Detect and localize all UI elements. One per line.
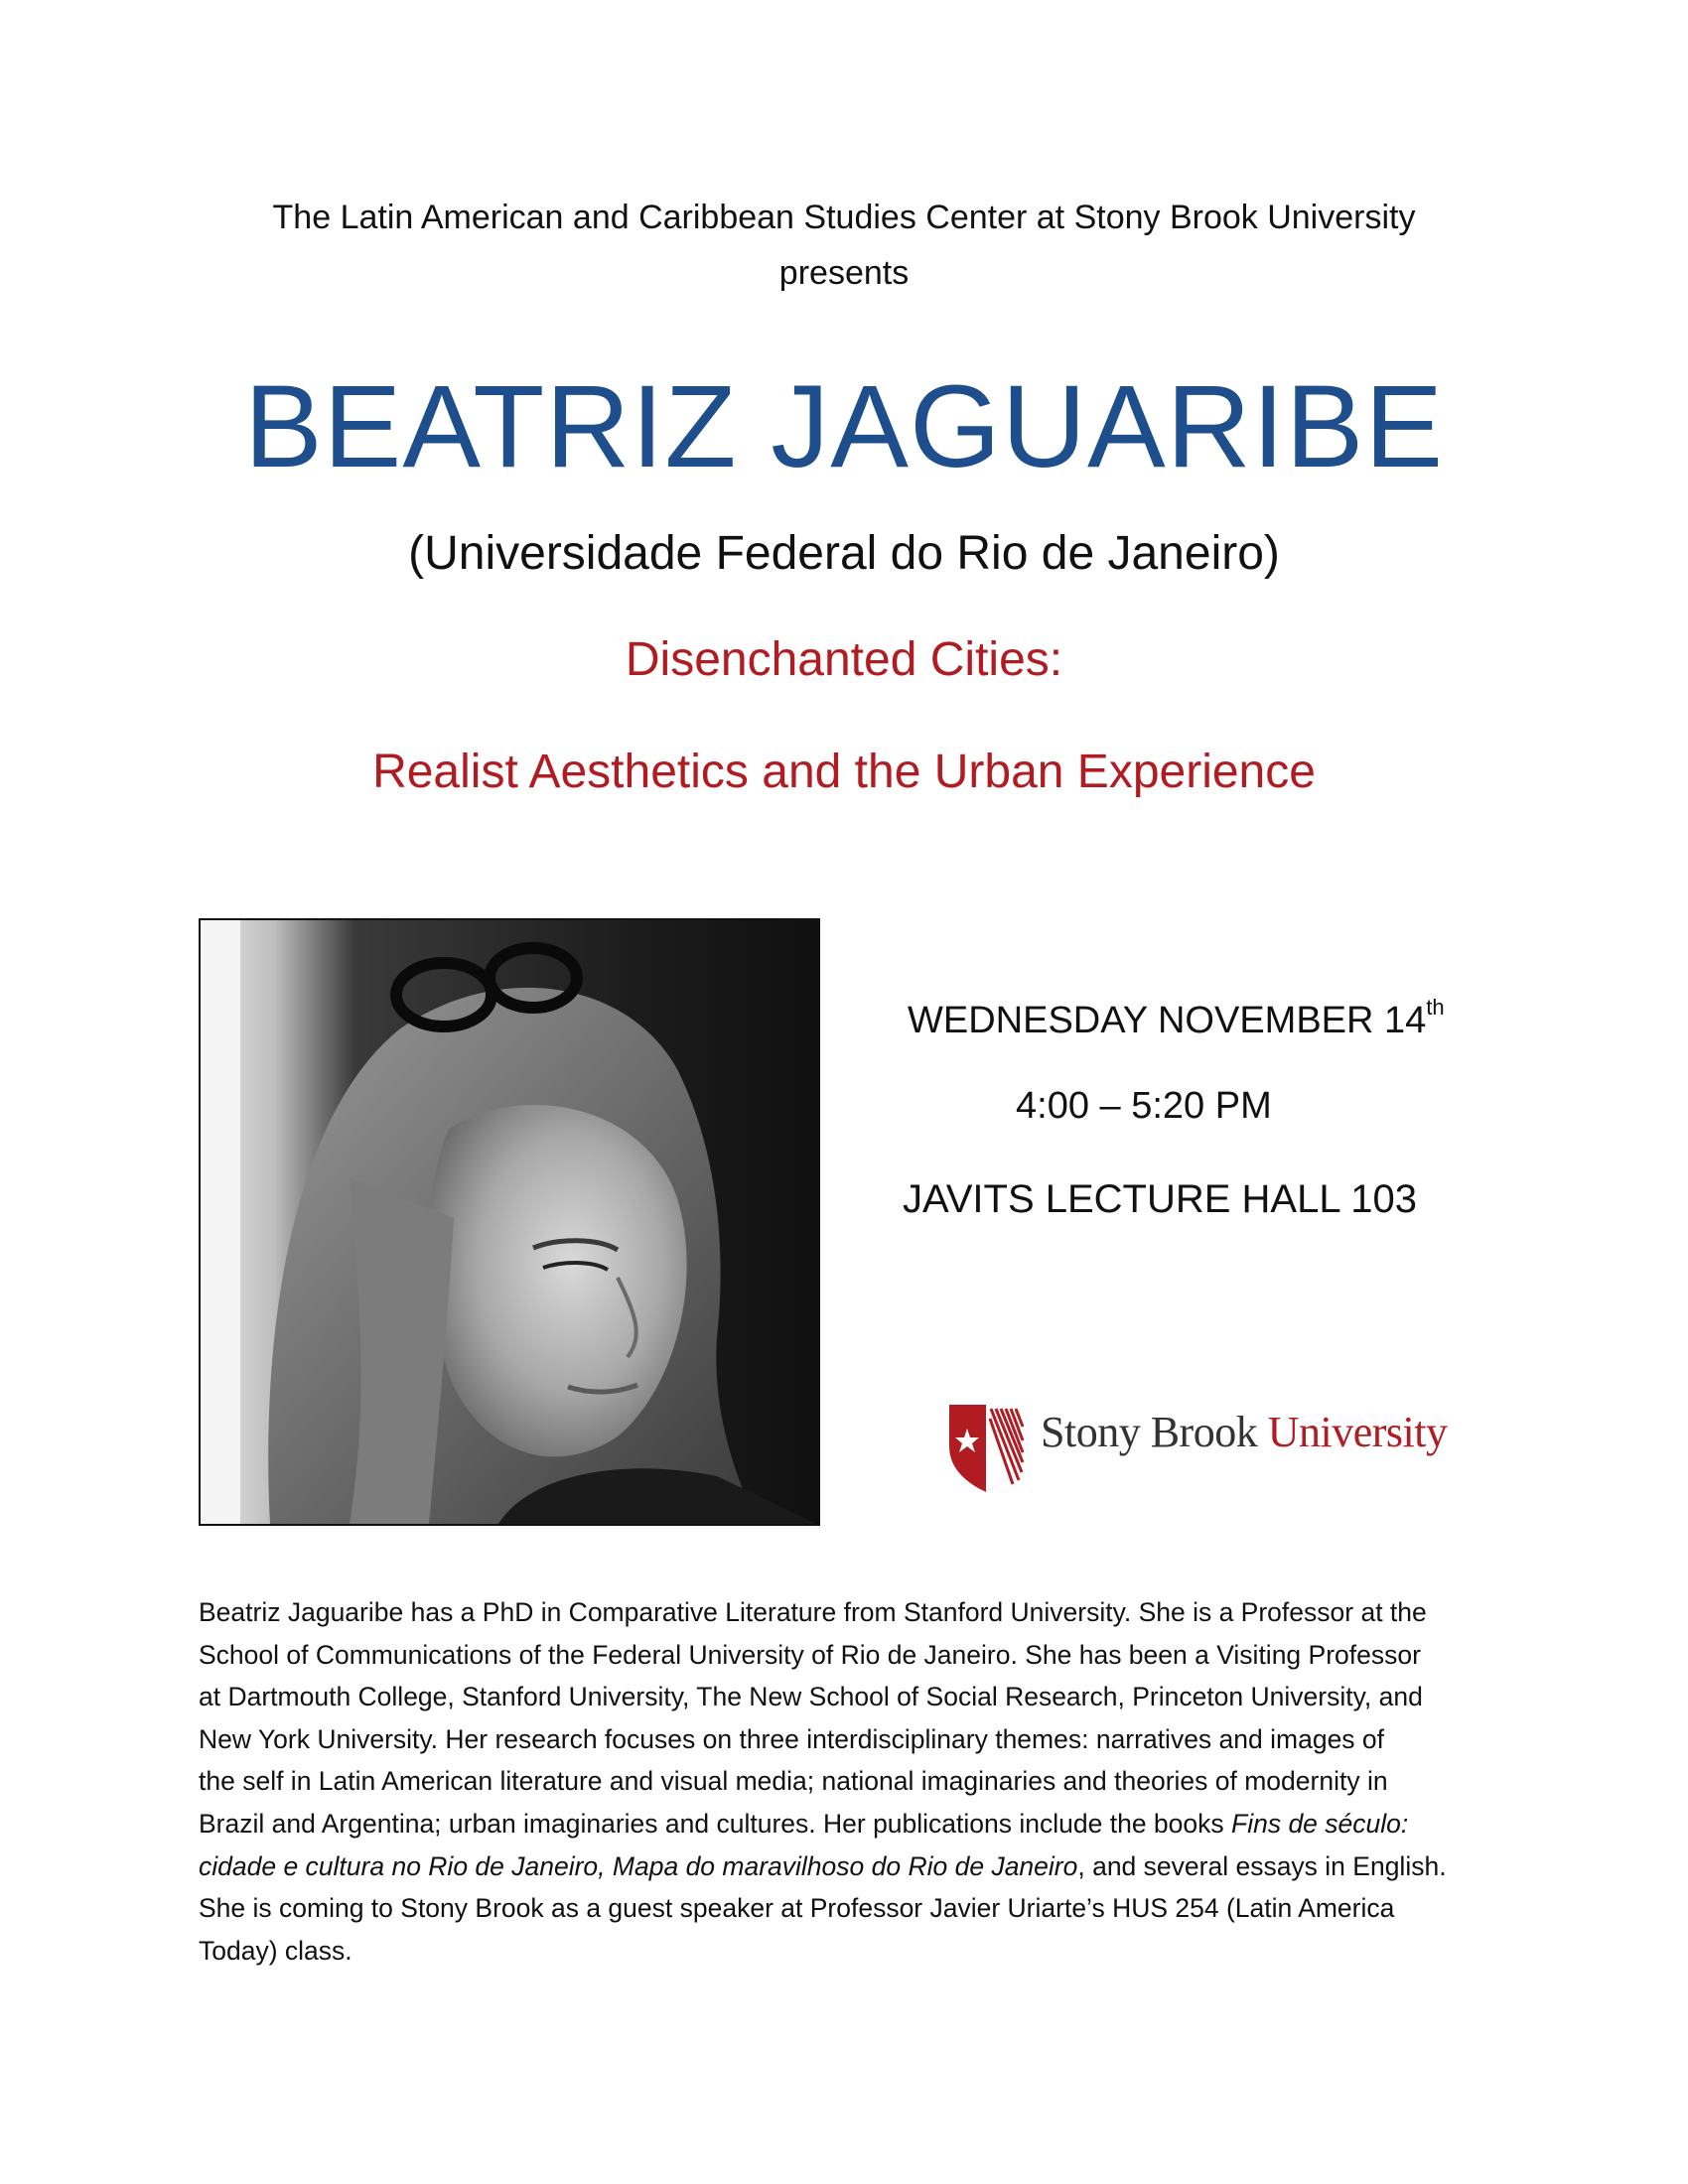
bio-line: at Dartmouth College, Stanford University, The New School of Social Research, Princeton University, and bbox=[199, 1682, 1423, 1712]
book-title-fins-de-seculo: Fins de século: bbox=[1231, 1808, 1409, 1839]
speaker-portrait bbox=[199, 918, 820, 1526]
presenter-line: The Latin American and Caribbean Studies Center at Stony Brook University bbox=[272, 199, 1416, 236]
bio-text: , and several essays in English. bbox=[1077, 1850, 1447, 1881]
talk-title-line-1: Disenchanted Cities: bbox=[625, 633, 1063, 686]
logo-word-university: University bbox=[1267, 1408, 1448, 1456]
logo-wordmark bbox=[1041, 1407, 1447, 1457]
bio-line bbox=[199, 1803, 1489, 1845]
university-shield-icon bbox=[943, 1385, 1029, 1494]
portrait-illustration bbox=[201, 920, 818, 1524]
bio-text: Brazil and Argentina; urban imaginaries and cultures. Her publications include the books bbox=[199, 1808, 1224, 1839]
stony-brook-logo bbox=[943, 1385, 1470, 1494]
bio-line: She is coming to Stony Brook as a guest speaker at Professor Javier Uriarte’s HUS 254 (Latin America bbox=[199, 1893, 1395, 1924]
talk-title-line-2: Realist Aesthetics and the Urban Experience bbox=[372, 746, 1316, 798]
bio-line bbox=[199, 1845, 1489, 1888]
bio-line: New York University. Her research focuses on three interdisciplinary themes: narratives and images of bbox=[199, 1723, 1385, 1754]
speaker-name: BEATRIZ JAGUARIBE bbox=[243, 361, 1445, 492]
speaker-affiliation: (Universidade Federal do Rio de Janeiro) bbox=[408, 527, 1280, 580]
book-title-mapa-do-maravilhoso: Mapa do maravilhoso do Rio de Janeiro bbox=[612, 1850, 1078, 1881]
speaker-bio bbox=[199, 1591, 1489, 1972]
bio-line: School of Communications of the Federal University of Rio de Janeiro. She has been a Visiting Professor bbox=[199, 1639, 1421, 1670]
event-location: JAVITS LECTURE HALL 103 bbox=[903, 1177, 1417, 1221]
event-date-suffix: th bbox=[1426, 995, 1445, 1020]
logo-word-stony-brook: Stony Brook bbox=[1041, 1408, 1258, 1456]
presents-line: presents bbox=[778, 254, 910, 292]
book-title-fins-de-seculo-cont: cidade e cultura no Rio de Janeiro, bbox=[199, 1850, 606, 1881]
event-date bbox=[908, 995, 1445, 1042]
bio-line: Today) class. bbox=[199, 1935, 352, 1966]
bio-line: the self in Latin American literature and visual media; national imaginaries and theories of modernity in bbox=[199, 1766, 1388, 1797]
event-date-text: WEDNESDAY NOVEMBER 14 bbox=[908, 1000, 1427, 1041]
event-time: 4:00 – 5:20 PM bbox=[1016, 1085, 1272, 1127]
bio-line: Beatriz Jaguaribe has a PhD in Comparative Literature from Stanford University. She is a Professor at the bbox=[199, 1597, 1427, 1627]
